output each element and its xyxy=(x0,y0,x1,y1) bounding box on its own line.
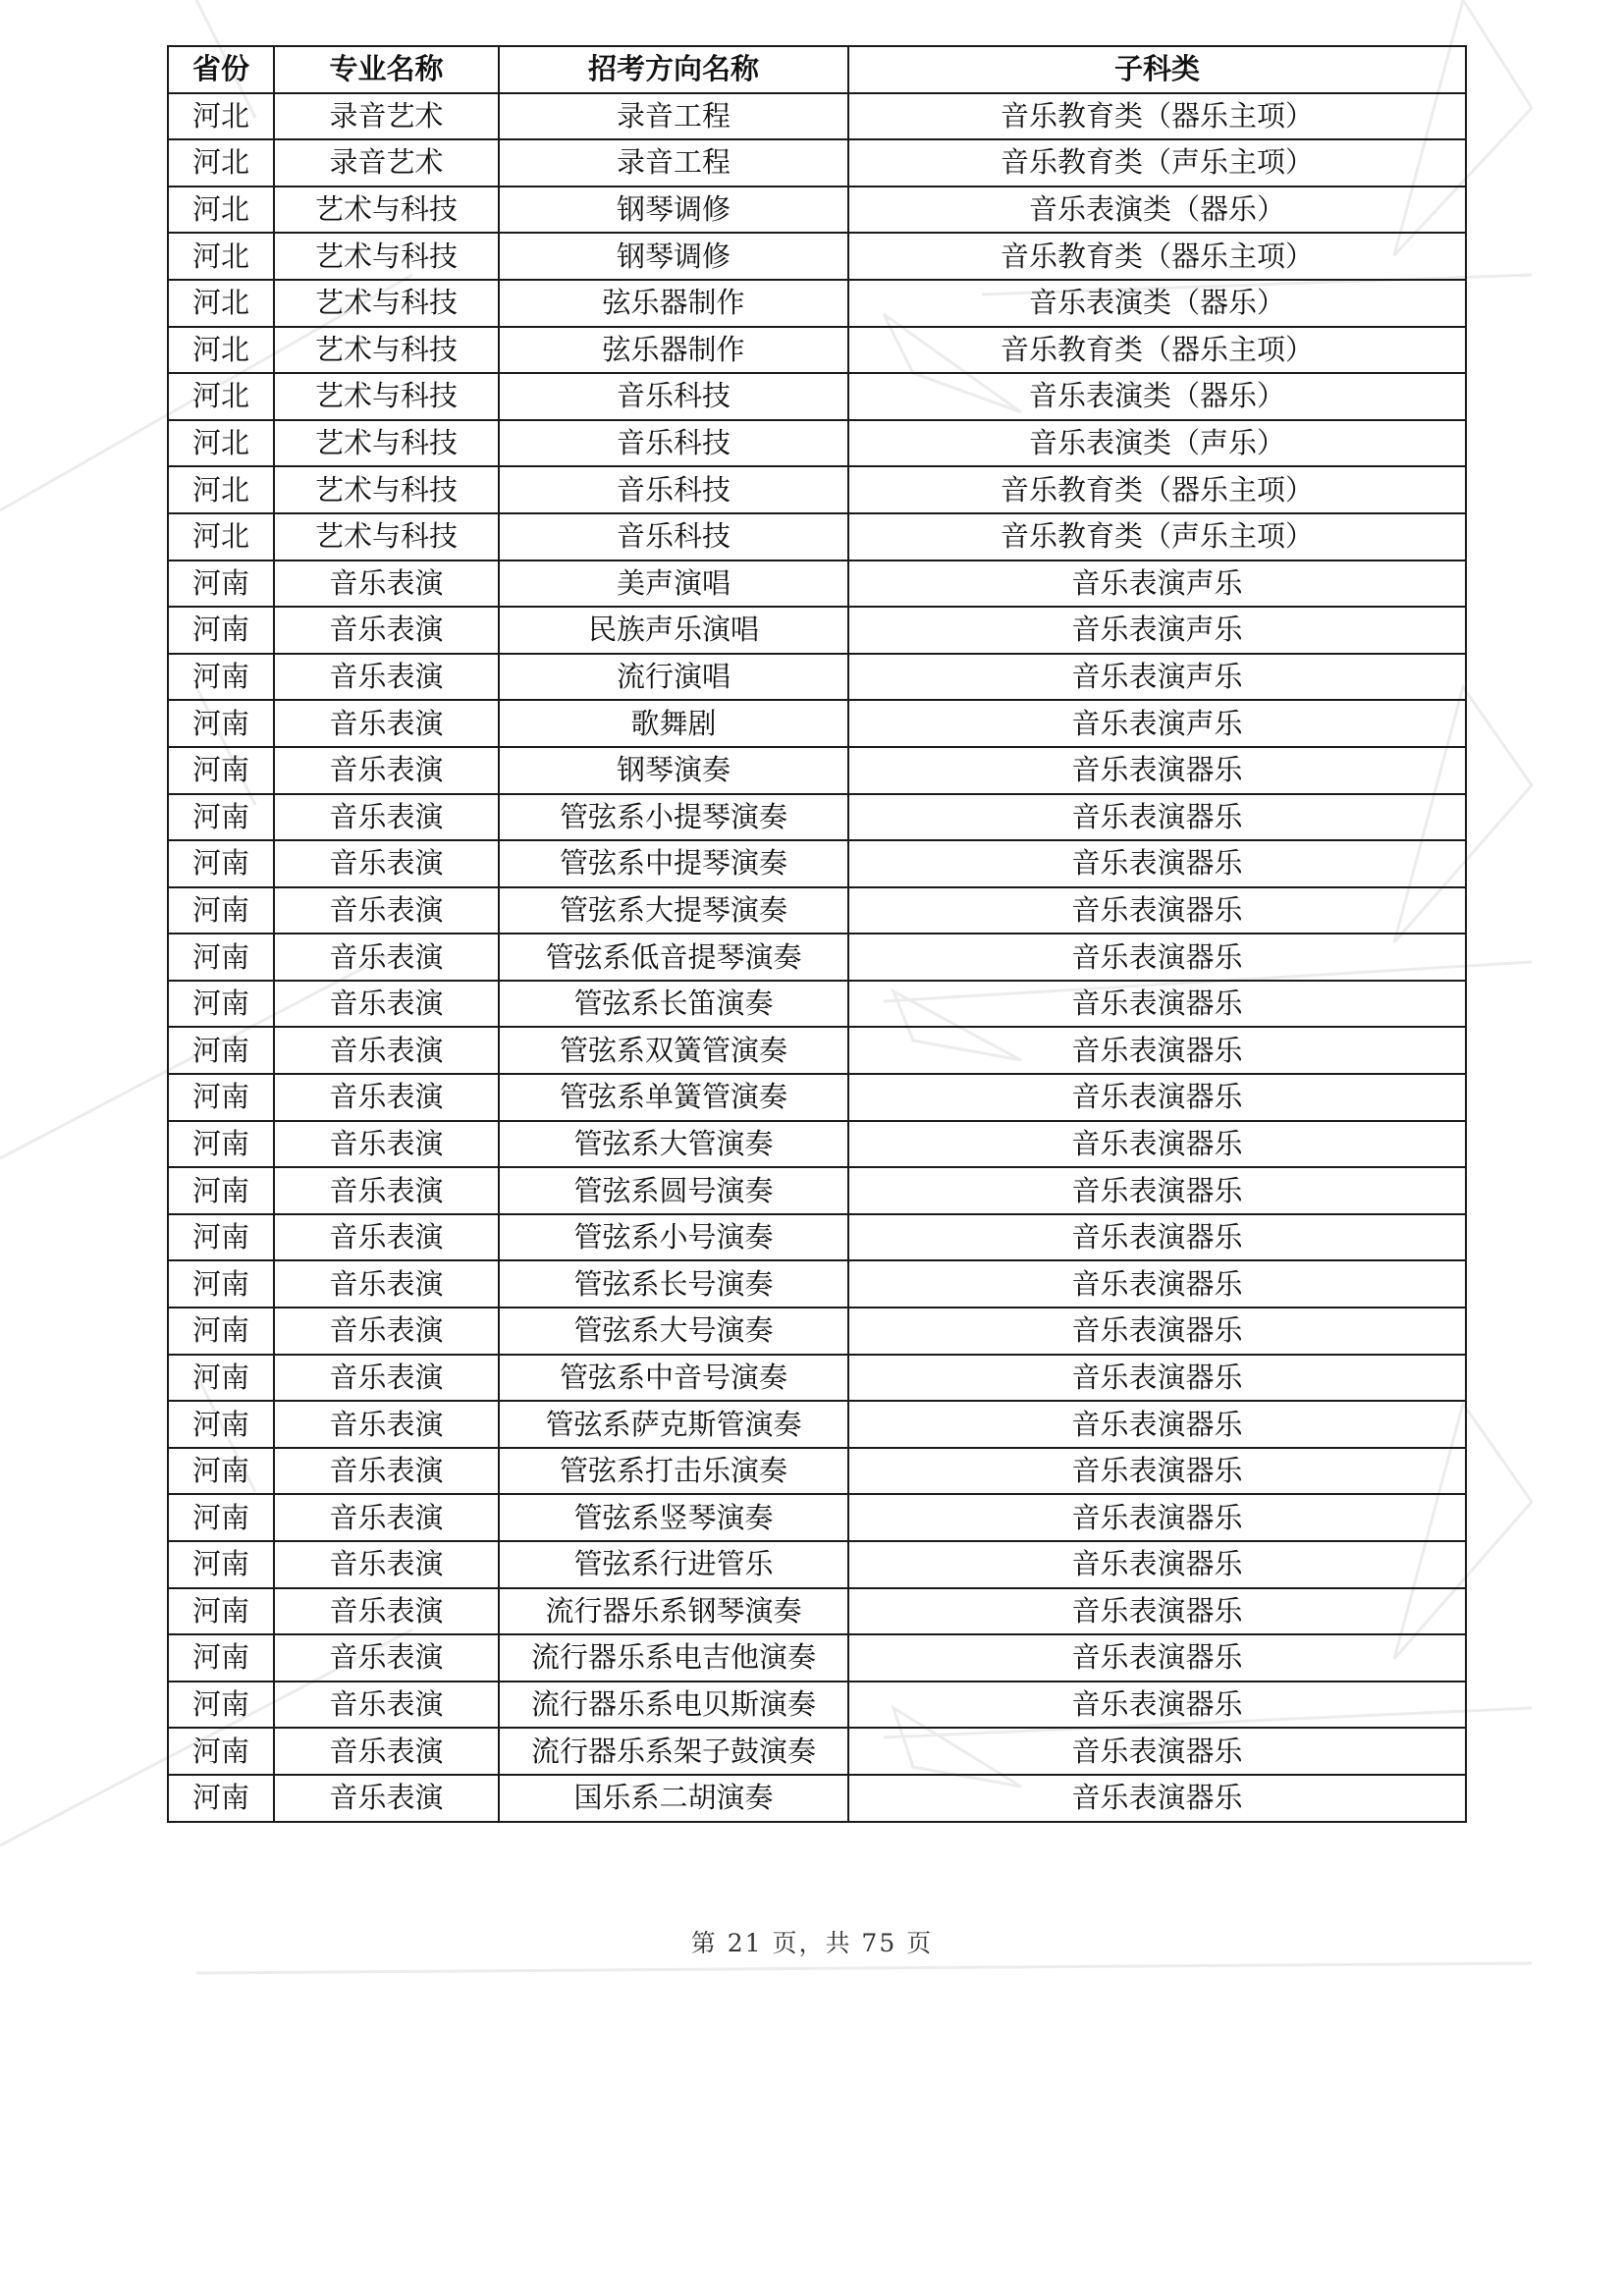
cell-province: 河北 xyxy=(168,187,274,234)
table-row xyxy=(168,794,1466,841)
cell-major: 音乐表演 xyxy=(274,1775,499,1822)
cell-province: 河南 xyxy=(168,1355,274,1402)
cell-subject: 音乐表演器乐 xyxy=(848,1541,1466,1588)
cell-direction: 录音工程 xyxy=(499,93,848,140)
cell-direction: 流行器乐系钢琴演奏 xyxy=(499,1588,848,1635)
table-row xyxy=(168,1634,1466,1682)
cell-province: 河南 xyxy=(168,1588,274,1635)
cell-major: 音乐表演 xyxy=(274,1355,499,1402)
cell-major: 音乐表演 xyxy=(274,1634,499,1682)
table-row xyxy=(168,887,1466,934)
cell-direction: 管弦系中音号演奏 xyxy=(499,1355,848,1402)
cell-major: 艺术与科技 xyxy=(274,373,499,420)
cell-major: 音乐表演 xyxy=(274,1494,499,1541)
table-row xyxy=(168,561,1466,608)
cell-province: 河南 xyxy=(168,794,274,841)
table-row xyxy=(168,327,1466,374)
cell-subject: 音乐表演器乐 xyxy=(848,1682,1466,1729)
page-number: 第 21 页，共 75 页 xyxy=(690,1929,934,1957)
cell-major: 艺术与科技 xyxy=(274,327,499,374)
cell-direction: 弦乐器制作 xyxy=(499,327,848,374)
table-row xyxy=(168,1775,1466,1822)
cell-direction: 流行器乐系架子鼓演奏 xyxy=(499,1728,848,1775)
table-row xyxy=(168,1494,1466,1541)
table-row xyxy=(168,1214,1466,1261)
cell-direction: 音乐科技 xyxy=(499,466,848,513)
table-row xyxy=(168,280,1466,327)
cell-subject: 音乐表演器乐 xyxy=(848,1588,1466,1635)
table-row xyxy=(168,420,1466,467)
cell-subject: 音乐表演类（声乐） xyxy=(848,420,1466,467)
cell-major: 音乐表演 xyxy=(274,607,499,654)
table-row xyxy=(168,1728,1466,1775)
cell-province: 河南 xyxy=(168,1448,274,1495)
cell-province: 河南 xyxy=(168,1308,274,1355)
cell-major: 艺术与科技 xyxy=(274,466,499,513)
table-row xyxy=(168,466,1466,513)
cell-major: 音乐表演 xyxy=(274,1214,499,1261)
cell-subject: 音乐表演器乐 xyxy=(848,1167,1466,1214)
cell-major: 音乐表演 xyxy=(274,1121,499,1168)
cell-subject: 音乐表演器乐 xyxy=(848,794,1466,841)
table-row xyxy=(168,1682,1466,1729)
table-row xyxy=(168,1308,1466,1355)
cell-direction: 管弦系单簧管演奏 xyxy=(499,1074,848,1121)
cell-subject: 音乐表演器乐 xyxy=(848,1074,1466,1121)
cell-major: 音乐表演 xyxy=(274,561,499,608)
cell-direction: 管弦系行进管乐 xyxy=(499,1541,848,1588)
cell-subject: 音乐表演器乐 xyxy=(848,1214,1466,1261)
table-row xyxy=(168,93,1466,140)
cell-major: 音乐表演 xyxy=(274,934,499,981)
cell-province: 河南 xyxy=(168,981,274,1028)
cell-direction: 歌舞剧 xyxy=(499,700,848,747)
table-row xyxy=(168,654,1466,701)
cell-direction: 民族声乐演唱 xyxy=(499,607,848,654)
cell-major: 录音艺术 xyxy=(274,93,499,140)
cell-direction: 管弦系低音提琴演奏 xyxy=(499,934,848,981)
cell-direction: 管弦系双簧管演奏 xyxy=(499,1027,848,1074)
cell-province: 河南 xyxy=(168,887,274,934)
cell-subject: 音乐表演器乐 xyxy=(848,1027,1466,1074)
cell-direction: 管弦系中提琴演奏 xyxy=(499,840,848,887)
cell-subject: 音乐教育类（器乐主项） xyxy=(848,466,1466,513)
cell-major: 音乐表演 xyxy=(274,794,499,841)
cell-province: 河北 xyxy=(168,513,274,561)
cell-province: 河南 xyxy=(168,654,274,701)
cell-direction: 管弦系长笛演奏 xyxy=(499,981,848,1028)
cell-direction: 管弦系大号演奏 xyxy=(499,1308,848,1355)
cell-subject: 音乐教育类（器乐主项） xyxy=(848,233,1466,280)
cell-subject: 音乐表演器乐 xyxy=(848,1634,1466,1682)
cell-major: 音乐表演 xyxy=(274,1448,499,1495)
cell-major: 音乐表演 xyxy=(274,654,499,701)
table-row xyxy=(168,1074,1466,1121)
cell-subject: 音乐教育类（器乐主项） xyxy=(848,327,1466,374)
admission-table xyxy=(167,45,1467,1823)
cell-subject: 音乐表演声乐 xyxy=(848,654,1466,701)
cell-province: 河北 xyxy=(168,466,274,513)
cell-subject: 音乐表演器乐 xyxy=(848,1775,1466,1822)
table-row xyxy=(168,1260,1466,1308)
table-row xyxy=(168,747,1466,794)
cell-direction: 管弦系大管演奏 xyxy=(499,1121,848,1168)
cell-province: 河北 xyxy=(168,280,274,327)
cell-major: 音乐表演 xyxy=(274,1308,499,1355)
cell-province: 河北 xyxy=(168,93,274,140)
table-row xyxy=(168,700,1466,747)
table-row xyxy=(168,981,1466,1028)
cell-subject: 音乐表演器乐 xyxy=(848,887,1466,934)
cell-province: 河北 xyxy=(168,233,274,280)
table-row xyxy=(168,1448,1466,1495)
cell-subject: 音乐表演器乐 xyxy=(848,1260,1466,1308)
cell-subject: 音乐表演器乐 xyxy=(848,1121,1466,1168)
cell-subject: 音乐表演器乐 xyxy=(848,747,1466,794)
cell-major: 艺术与科技 xyxy=(274,513,499,561)
cell-direction: 流行器乐系电贝斯演奏 xyxy=(499,1682,848,1729)
cell-subject: 音乐表演器乐 xyxy=(848,840,1466,887)
cell-direction: 国乐系二胡演奏 xyxy=(499,1775,848,1822)
cell-direction: 音乐科技 xyxy=(499,373,848,420)
cell-province: 河南 xyxy=(168,934,274,981)
cell-subject: 音乐表演类（器乐） xyxy=(848,280,1466,327)
cell-province: 河南 xyxy=(168,1494,274,1541)
cell-direction: 钢琴调修 xyxy=(499,187,848,234)
cell-direction: 流行器乐系电吉他演奏 xyxy=(499,1634,848,1682)
cell-province: 河南 xyxy=(168,1775,274,1822)
header-province: 省份 xyxy=(168,46,274,93)
cell-subject: 音乐表演声乐 xyxy=(848,607,1466,654)
cell-province: 河南 xyxy=(168,1260,274,1308)
table-row xyxy=(168,840,1466,887)
cell-major: 音乐表演 xyxy=(274,981,499,1028)
cell-subject: 音乐教育类（声乐主项） xyxy=(848,139,1466,187)
table-header-row xyxy=(168,46,1466,93)
cell-province: 河南 xyxy=(168,1214,274,1261)
cell-direction: 管弦系大提琴演奏 xyxy=(499,887,848,934)
cell-subject: 音乐表演器乐 xyxy=(848,1494,1466,1541)
cell-province: 河南 xyxy=(168,1682,274,1729)
cell-subject: 音乐教育类（器乐主项） xyxy=(848,93,1466,140)
cell-subject: 音乐表演声乐 xyxy=(848,700,1466,747)
cell-direction: 音乐科技 xyxy=(499,420,848,467)
cell-province: 河南 xyxy=(168,1541,274,1588)
cell-major: 音乐表演 xyxy=(274,887,499,934)
table-row xyxy=(168,934,1466,981)
cell-major: 音乐表演 xyxy=(274,1588,499,1635)
cell-major: 音乐表演 xyxy=(274,1027,499,1074)
table-row xyxy=(168,607,1466,654)
table-row xyxy=(168,1121,1466,1168)
cell-major: 音乐表演 xyxy=(274,1401,499,1448)
header-direction: 招考方向名称 xyxy=(499,46,848,93)
cell-subject: 音乐教育类（声乐主项） xyxy=(848,513,1466,561)
cell-major: 音乐表演 xyxy=(274,840,499,887)
table-row xyxy=(168,1541,1466,1588)
cell-province: 河北 xyxy=(168,373,274,420)
table-row xyxy=(168,187,1466,234)
cell-province: 河南 xyxy=(168,1074,274,1121)
cell-subject: 音乐表演器乐 xyxy=(848,934,1466,981)
cell-major: 艺术与科技 xyxy=(274,420,499,467)
cell-major: 音乐表演 xyxy=(274,1167,499,1214)
cell-province: 河南 xyxy=(168,1027,274,1074)
cell-major: 音乐表演 xyxy=(274,1541,499,1588)
table-row xyxy=(168,1401,1466,1448)
cell-subject: 音乐表演器乐 xyxy=(848,1355,1466,1402)
cell-major: 音乐表演 xyxy=(274,1260,499,1308)
cell-subject: 音乐表演类（器乐） xyxy=(848,187,1466,234)
table-row xyxy=(168,139,1466,187)
cell-province: 河南 xyxy=(168,561,274,608)
cell-province: 河北 xyxy=(168,420,274,467)
cell-subject: 音乐表演器乐 xyxy=(848,1448,1466,1495)
cell-direction: 管弦系打击乐演奏 xyxy=(499,1448,848,1495)
cell-direction: 管弦系竖琴演奏 xyxy=(499,1494,848,1541)
cell-province: 河北 xyxy=(168,327,274,374)
table-body xyxy=(168,93,1466,1822)
cell-major: 音乐表演 xyxy=(274,1682,499,1729)
table-row xyxy=(168,1167,1466,1214)
cell-province: 河南 xyxy=(168,1121,274,1168)
table-row xyxy=(168,1027,1466,1074)
table-row xyxy=(168,513,1466,561)
cell-direction: 录音工程 xyxy=(499,139,848,187)
cell-direction: 钢琴调修 xyxy=(499,233,848,280)
cell-direction: 流行演唱 xyxy=(499,654,848,701)
cell-direction: 音乐科技 xyxy=(499,513,848,561)
cell-major: 艺术与科技 xyxy=(274,280,499,327)
cell-province: 河南 xyxy=(168,700,274,747)
cell-direction: 管弦系萨克斯管演奏 xyxy=(499,1401,848,1448)
cell-major: 艺术与科技 xyxy=(274,187,499,234)
table-row xyxy=(168,233,1466,280)
cell-direction: 弦乐器制作 xyxy=(499,280,848,327)
cell-subject: 音乐表演器乐 xyxy=(848,1308,1466,1355)
cell-direction: 管弦系小号演奏 xyxy=(499,1214,848,1261)
cell-major: 音乐表演 xyxy=(274,747,499,794)
cell-subject: 音乐表演类（器乐） xyxy=(848,373,1466,420)
cell-direction: 钢琴演奏 xyxy=(499,747,848,794)
table-row xyxy=(168,1355,1466,1402)
header-subject: 子科类 xyxy=(848,46,1466,93)
cell-direction: 美声演唱 xyxy=(499,561,848,608)
cell-subject: 音乐表演器乐 xyxy=(848,1401,1466,1448)
cell-major: 录音艺术 xyxy=(274,139,499,187)
cell-major: 音乐表演 xyxy=(274,1074,499,1121)
cell-province: 河南 xyxy=(168,1167,274,1214)
cell-subject: 音乐表演声乐 xyxy=(848,561,1466,608)
cell-direction: 管弦系小提琴演奏 xyxy=(499,794,848,841)
header-major: 专业名称 xyxy=(274,46,499,93)
cell-subject: 音乐表演器乐 xyxy=(848,1728,1466,1775)
cell-province: 河南 xyxy=(168,840,274,887)
cell-subject: 音乐表演器乐 xyxy=(848,981,1466,1028)
cell-province: 河北 xyxy=(168,139,274,187)
cell-province: 河南 xyxy=(168,1728,274,1775)
cell-province: 河南 xyxy=(168,1634,274,1682)
table-row xyxy=(168,1588,1466,1635)
cell-province: 河南 xyxy=(168,1401,274,1448)
cell-direction: 管弦系长号演奏 xyxy=(499,1260,848,1308)
cell-province: 河南 xyxy=(168,747,274,794)
cell-major: 艺术与科技 xyxy=(274,233,499,280)
cell-major: 音乐表演 xyxy=(274,700,499,747)
table-row xyxy=(168,373,1466,420)
cell-direction: 管弦系圆号演奏 xyxy=(499,1167,848,1214)
cell-major: 音乐表演 xyxy=(274,1728,499,1775)
cell-province: 河南 xyxy=(168,607,274,654)
